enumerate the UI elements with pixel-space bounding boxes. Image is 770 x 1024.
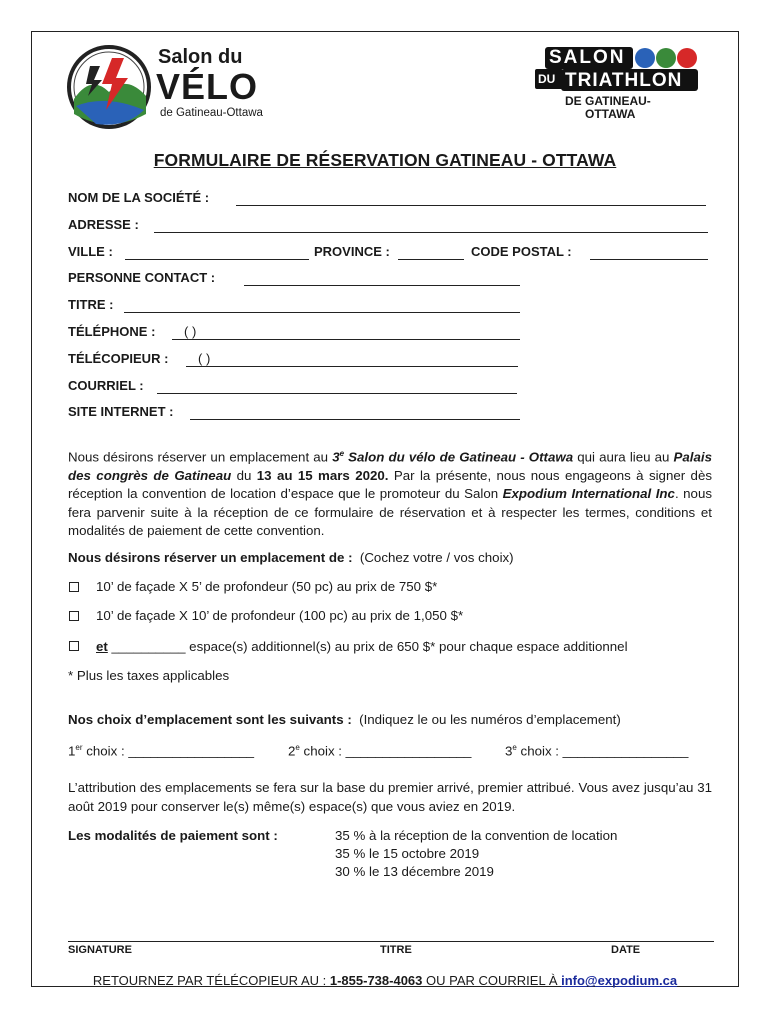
choice-2-num: 2 — [288, 743, 296, 759]
payment-item-3: 30 % le 13 décembre 2019 — [335, 864, 494, 879]
footer-fax-number: 1-855-738-4063 — [329, 973, 423, 988]
options-heading — [68, 550, 514, 565]
intro-text: . nous fera parvenir suite à la réception de ce formulaire de réservation et à respecter les termes, conditions et modalités de paiement de cette convention. — [68, 486, 712, 539]
choice-3-field[interactable] — [505, 743, 688, 758]
website-label: SITE INTERNET : — [68, 404, 174, 419]
choice-3-sup: e — [512, 743, 517, 752]
logo-text-du: DU — [538, 72, 556, 86]
payment-label: Les modalités de paiement sont : — [68, 828, 278, 843]
intro-text: Par la présente, nous nous engageons à signer dès réception la convention de location d’espace que le promoteur du Salon — [68, 467, 712, 502]
fax-label: TÉLÉCOPIEUR : — [68, 351, 169, 366]
choice-1-num: 1 — [68, 743, 76, 759]
attribution-paragraph: L’attribution des emplacements se fera sur la base du premier arrivé, premier attribué. Vous avez jusqu’au 31 août 2019 pour conserver le(s) même(s) espace(s) que vous aviez en 2019. — [68, 780, 712, 814]
choice-3-text: choix : _________________ — [516, 743, 689, 759]
intro-dates: 13 au 15 mars 2020. — [256, 467, 389, 483]
choice-2-text: choix : _________________ — [299, 743, 472, 759]
option-2-label: 10’ de façade X 10’ de profondeur (100 pc) au prix de 1,050 $* — [96, 608, 464, 623]
contact-label: PERSONNE CONTACT : — [68, 270, 216, 285]
title-label: TITRE : — [68, 297, 114, 312]
city-field[interactable] — [125, 259, 309, 260]
option-3-label — [96, 639, 628, 654]
option-3-text: espace(s) additionnel(s) au prix de 650 $* pour chaque espace additionnel — [185, 639, 628, 654]
options-heading-note: (Cochez votre / vos choix) — [359, 550, 514, 565]
salon-triathlon-logo — [535, 45, 700, 123]
logo-text-ottawa: OTTAWA — [585, 107, 636, 121]
intro-paragraph — [68, 445, 712, 541]
company-field[interactable] — [236, 205, 706, 206]
phone-label: TÉLÉPHONE : — [68, 324, 156, 339]
intro-promoter: Expodium International Inc — [502, 486, 675, 502]
logo-text-salon-tri: SALON — [549, 47, 626, 68]
intro-text: qui aura lieu au — [573, 449, 674, 465]
intro-text: du — [231, 467, 257, 483]
website-field[interactable] — [190, 419, 520, 420]
signature-line[interactable] — [68, 941, 714, 942]
logo-text-de-gatineau: DE GATINEAU- — [565, 94, 651, 108]
choices-heading — [68, 712, 621, 727]
fax-field[interactable] — [186, 366, 518, 367]
footer-text: RETOURNEZ PAR TÉLÉCOPIEUR AU : — [92, 973, 330, 988]
company-label: NOM DE LA SOCIÉTÉ : — [68, 190, 210, 205]
address-label: ADRESSE : — [68, 217, 139, 232]
salon-velo-logo — [66, 44, 296, 130]
phone-field[interactable] — [172, 339, 520, 340]
footer-email-link[interactable]: info@expodium.ca — [561, 973, 678, 988]
form-title: FORMULAIRE DE RÉSERVATION GATINEAU - OTTAWA — [153, 150, 617, 170]
email-label: COURRIEL : — [68, 378, 144, 393]
option-3-checkbox[interactable] — [69, 641, 79, 651]
intro-text: Nous désirons réserver un emplacement au — [68, 449, 333, 465]
province-field[interactable] — [398, 259, 464, 260]
intro-venue: Palais des congrès de Gatineau — [68, 449, 712, 483]
choice-3-num: 3 — [505, 743, 513, 759]
option-1-label: 10’ de façade X 5’ de profondeur (50 pc) au prix de 750 $* — [96, 579, 438, 594]
contact-field[interactable] — [244, 285, 520, 286]
email-field[interactable] — [157, 393, 517, 394]
intro-edition-sup: e — [339, 449, 345, 458]
options-heading-text: Nous désirons réserver un emplacement de : — [68, 550, 353, 565]
option-3-et: et — [96, 639, 108, 654]
intro-edition: 3 — [332, 449, 340, 465]
choice-1-text: choix : _________________ — [82, 743, 255, 759]
payment-item-1: 35 % à la réception de la convention de location — [335, 828, 618, 843]
province-label: PROVINCE : — [314, 244, 390, 259]
footer-text: OU PAR COURRIEL À — [422, 973, 562, 988]
fax-area-code: ( ) — [198, 351, 211, 366]
option-2-checkbox[interactable] — [69, 611, 79, 621]
postal-code-field[interactable] — [590, 259, 708, 260]
logo-text-triathlon: TRIATHLON — [565, 70, 683, 91]
payment-item-2: 35 % le 15 octobre 2019 — [335, 846, 480, 861]
signature-label: SIGNATURE — [68, 944, 132, 956]
choices-heading-text: Nos choix d’emplacement sont les suivants : — [68, 712, 352, 727]
choice-2-sup: e — [295, 743, 300, 752]
choice-2-field[interactable] — [288, 743, 471, 758]
city-label: VILLE : — [68, 244, 113, 259]
logo-text-velo: VÉLO — [156, 66, 259, 107]
address-field[interactable] — [154, 232, 708, 233]
tax-note: * Plus les taxes applicables — [68, 668, 230, 683]
choice-1-sup: er — [75, 743, 83, 752]
choice-1-field[interactable] — [68, 743, 254, 758]
footer — [0, 973, 770, 988]
signature-title-label: TITRE — [380, 944, 412, 956]
signature-date-label: DATE — [611, 944, 641, 956]
option-3-quantity-field[interactable]: __________ — [111, 639, 186, 654]
logo-text-salon: Salon du — [158, 46, 243, 68]
option-1-checkbox[interactable] — [69, 582, 79, 592]
logo-text-location: de Gatineau-Ottawa — [160, 107, 263, 119]
phone-area-code: ( ) — [184, 324, 197, 339]
intro-event-name: Salon du vélo de Gatineau - Ottawa — [344, 449, 574, 465]
choices-heading-note: (Indiquez le ou les numéros d’emplacement) — [359, 712, 621, 727]
postal-label: CODE POSTAL : — [471, 244, 572, 259]
title-field[interactable] — [124, 312, 520, 313]
